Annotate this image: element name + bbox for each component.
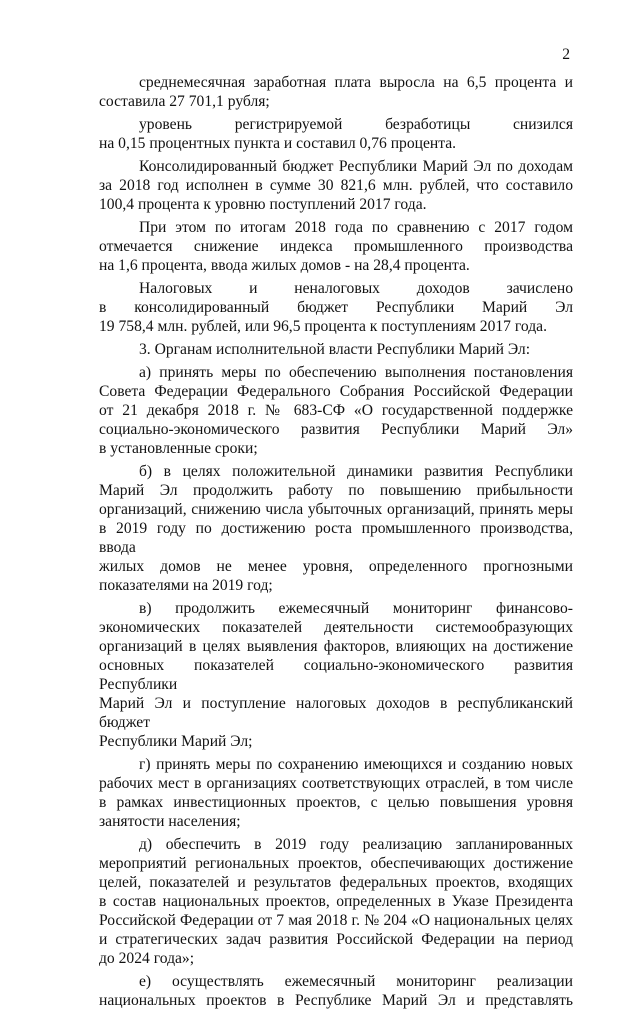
text-line: д) обеспечить в 2019 году реализацию запланированных [139,836,573,853]
text-line: в состав национальных проектов, определенных в Указе Президента [99,893,573,910]
text-line: Российской Федерации от 7 мая 2018 г. № 204 «О национальных целях [99,912,573,929]
text-line: Республики Марий Эл; [99,733,253,750]
text-line: до 2024 года»; [99,950,195,967]
text-line: г) принять меры по сохранению имеющихся и созданию новых [139,756,573,773]
text-line: организаций в целях выявления факторов, влияющих на достижение [99,638,573,655]
text-line: занятости населения; [99,813,241,830]
text-line: среднемесячная заработная плата выросла на 6,5 процента и [139,74,573,91]
text-line: мероприятий региональных проектов, обеспечивающих достижение [99,855,573,872]
page-number: 2 [562,46,570,63]
paragraph [99,835,573,968]
text-line: социально-экономического развития Республики Марий Эл» [99,421,573,438]
paragraph [99,462,573,595]
text-line: Консолидированный бюджет Республики Марий Эл по доходам [139,158,573,175]
text-line: а) принять меры по обеспечению выполнения постановления [139,364,573,381]
paragraph [99,972,573,1010]
paragraph [99,115,573,153]
text-line: за 2018 год исполнен в сумме 30 821,6 млн. рублей, что составило [99,177,573,194]
paragraph [99,73,573,111]
text-line: показателями на 2019 год; [99,577,273,594]
text-line: экономических показателей деятельности системообразующих [99,619,573,636]
text-line: в) продолжить ежемесячный мониторинг финансово- [139,600,573,617]
text-line: е) осуществлять ежемесячный мониторинг реализации [139,973,573,990]
text-line: рабочих мест в организациях соответствующих отраслей, в том числе [99,775,573,792]
text-line: организаций, снижению числа убыточных организаций, принять меры [99,501,573,518]
paragraph [99,279,573,336]
paragraph [99,218,573,275]
text-line: При этом по итогам 2018 года по сравнению с 2017 годом [139,219,573,236]
text-line: на 1,6 процента, ввода жилых домов - на 28,4 процента. [99,257,470,274]
text-line: Марий Эл и поступление налоговых доходов в республиканский бюджет [99,695,573,731]
text-line: Налоговых и неналоговых доходов зачислено [139,280,573,297]
text-line: б) в целях положительной динамики развития Республики [139,463,573,480]
text-line: Совета Федерации Федерального Собрания Российской Федерации [99,383,573,400]
text-line: 100,4 процента к уровню поступлений 2017 года. [99,196,427,213]
text-line: Марий Эл продолжить работу по повышению прибыльности [99,482,573,499]
text-line: жилых домов не менее уровня, определенного прогнозными [99,558,573,575]
paragraph [99,755,573,831]
text-line: основных показателей социально-экономического развития Республики [99,657,573,693]
text-line: в консолидированный бюджет Республики Марий Эл [99,299,573,316]
text-line: национальных проектов в Республике Марий Эл и представлять [99,992,573,1009]
document-body [99,73,573,1014]
text-line: от 21 декабря 2018 г. № 683-СФ «О государственной поддержке [99,402,573,419]
paragraph [99,340,573,359]
text-line: 19 758,4 млн. рублей, или 96,5 процента к поступлениям 2017 года. [99,318,547,335]
text-line: целей, показателей и результатов федеральных проектов, входящих [99,874,573,891]
text-line: 3. Органам исполнительной власти Республики Марий Эл: [139,341,531,358]
text-line: на 0,15 процентных пункта и составил 0,76 процента. [99,135,457,152]
text-line: составила 27 701,1 рубля; [99,93,270,110]
text-line: уровень регистрируемой безработицы снизился [139,116,573,133]
paragraph [99,363,573,458]
text-line: в 2019 году по достижению роста промышленного производства, ввода [99,520,573,556]
paragraph [99,157,573,214]
text-line: отмечается снижение индекса промышленного производства [99,238,573,255]
text-line: в рамках инвестиционных проектов, с целью повышения уровня [99,794,573,811]
text-line: и стратегических задач развития Российской Федерации на период [99,931,573,948]
paragraph [99,599,573,751]
text-line: в установленные сроки; [99,440,258,457]
